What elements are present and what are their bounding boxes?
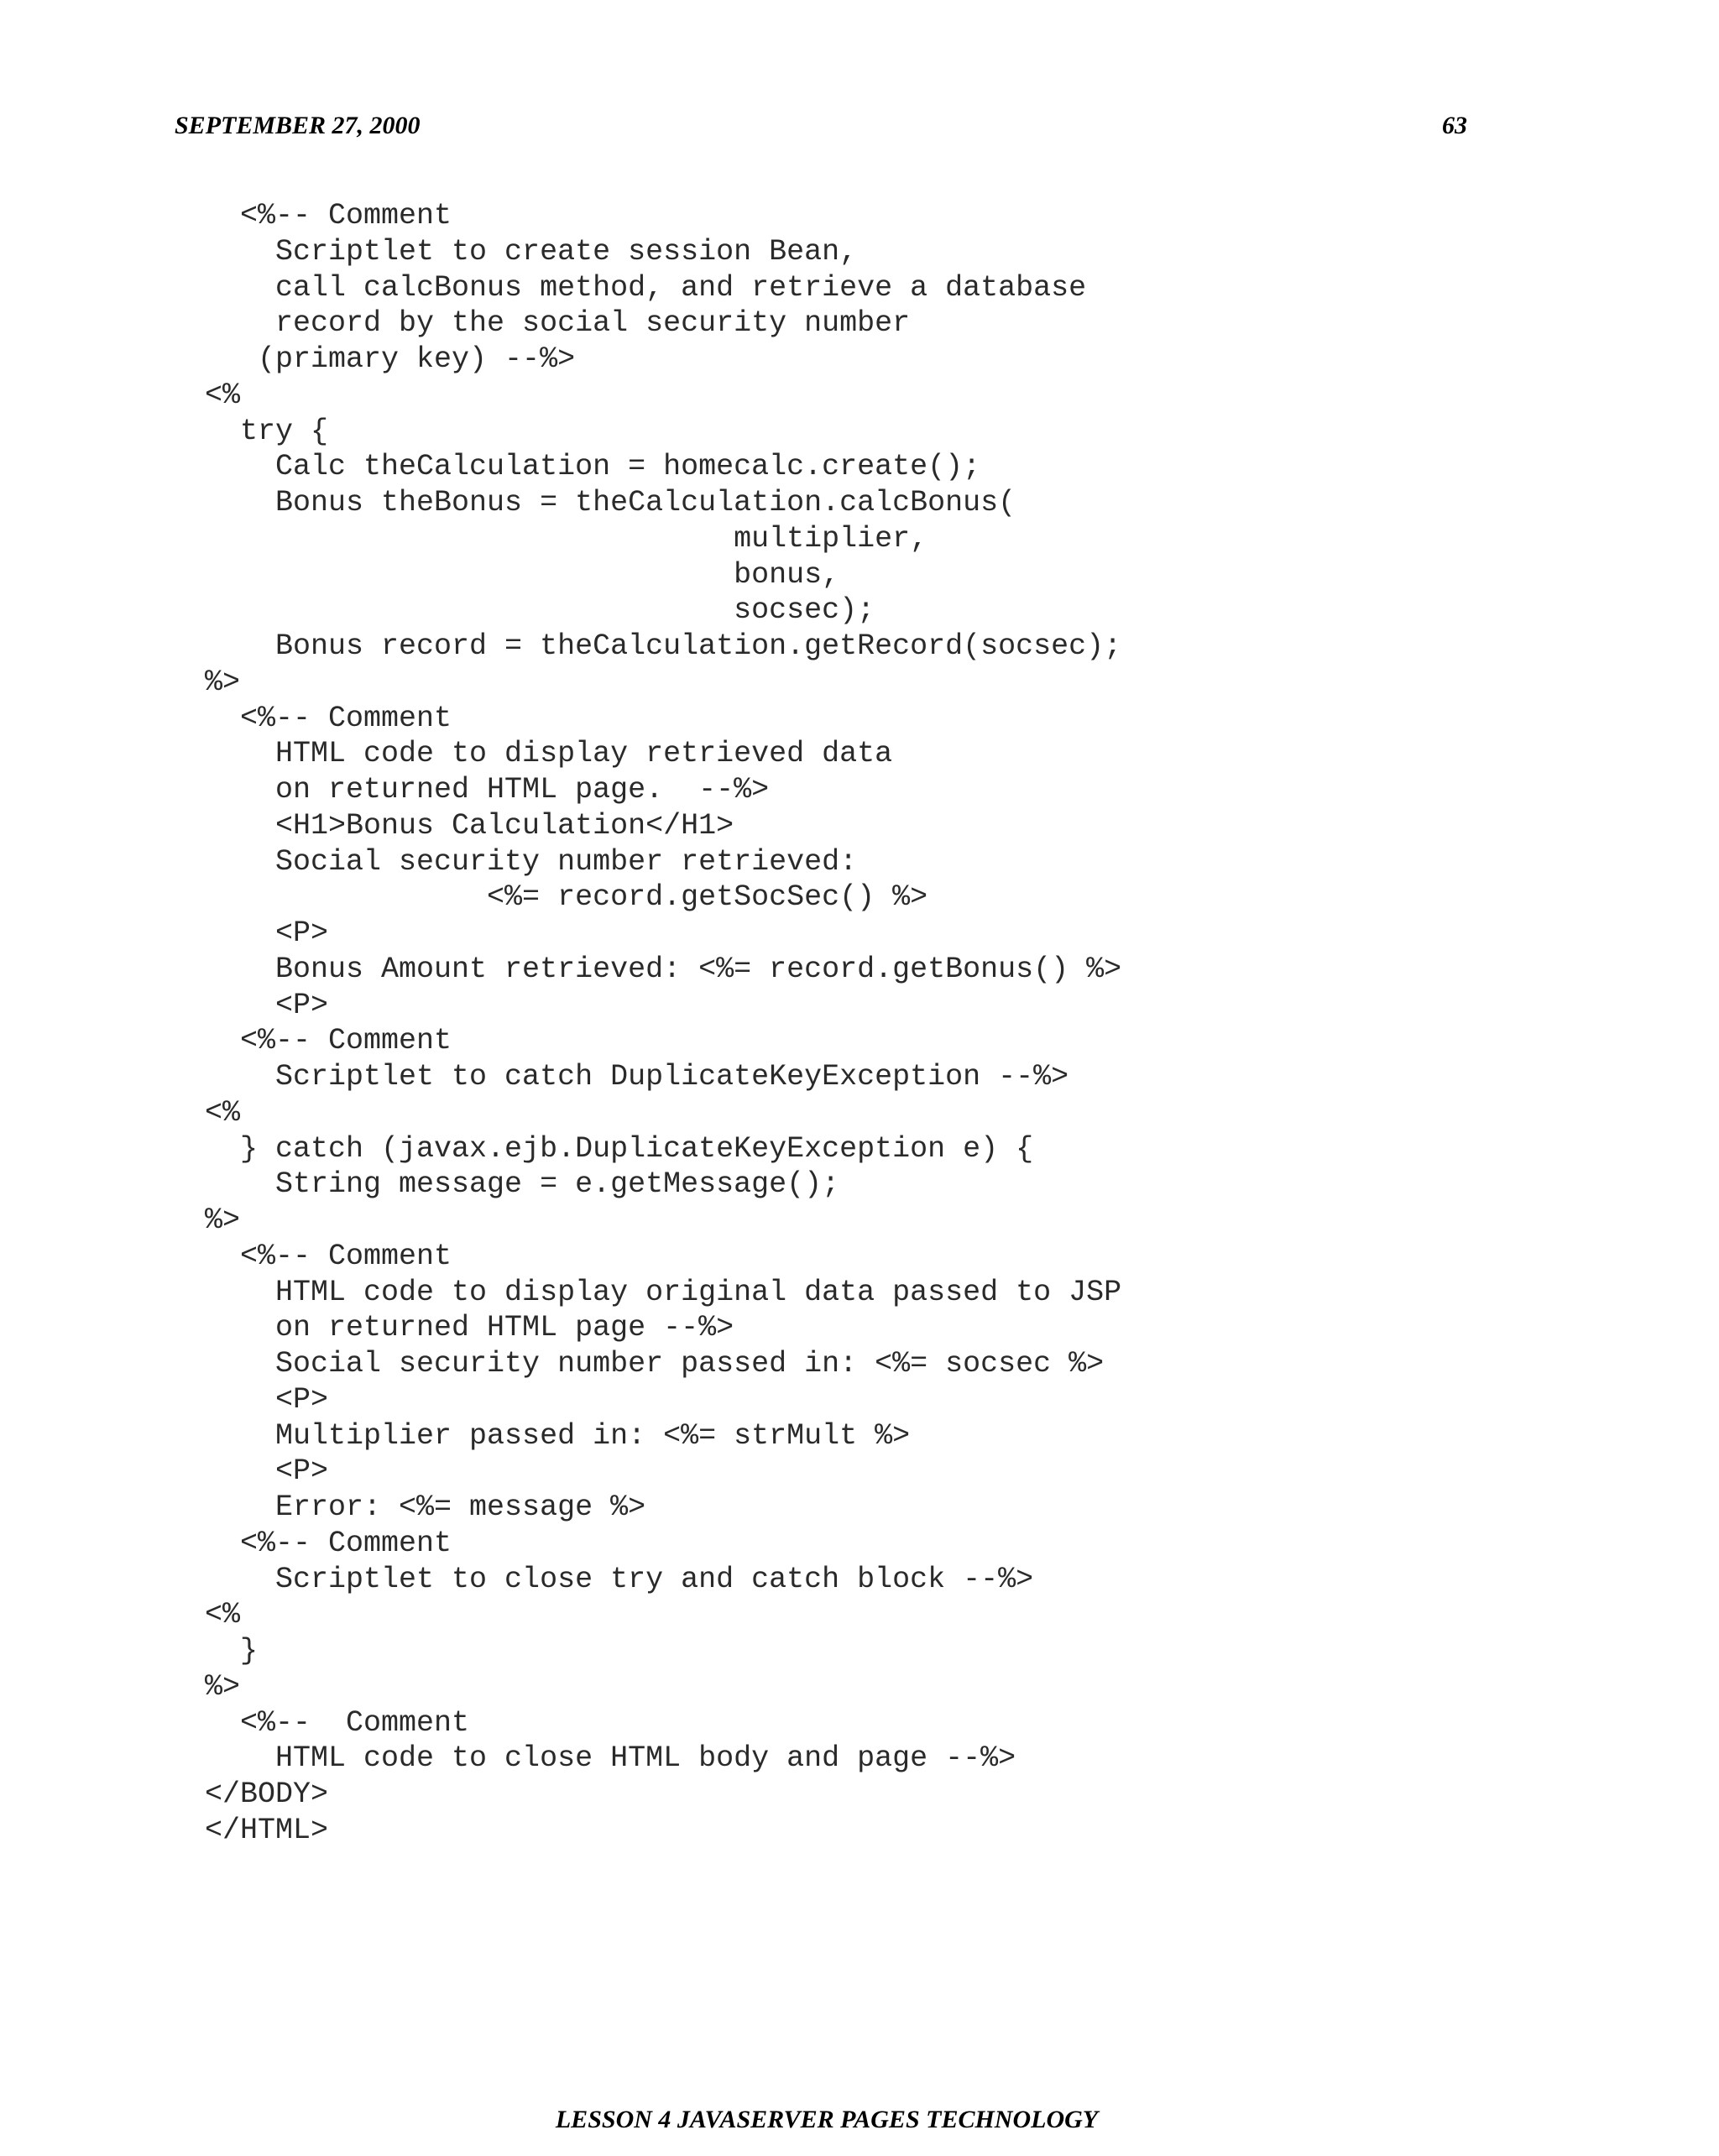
code-line: HTML code to display retrieved data (205, 737, 893, 771)
code-line: <P> (205, 1382, 329, 1417)
code-line: on returned HTML page. --%> (205, 773, 770, 807)
code-line: HTML code to display original data passed to JSP (205, 1275, 1122, 1309)
code-line: multiplier, (205, 521, 928, 556)
code-line: Social security number passed in: <%= socsec %> (205, 1347, 1105, 1381)
code-line: Calc theCalculation = homecalc.create(); (205, 450, 981, 484)
code-line: (primary key) --%> (205, 342, 576, 376)
code-line: Scriptlet to catch DuplicateKeyException --%> (205, 1060, 1069, 1094)
code-line: <% (205, 1095, 241, 1130)
code-line: <%-- Comment (205, 199, 452, 232)
code-line: } catch (javax.ejb.DuplicateKeyException e) { (205, 1131, 1034, 1166)
code-line: Bonus record = theCalculation.getRecord(socsec); (205, 629, 1122, 663)
code-line: <%-- Comment (205, 1705, 470, 1740)
code-line: Scriptlet to close try and catch block --%> (205, 1562, 1034, 1596)
running-footer (0, 2101, 1654, 2138)
lesson-title: LESSON 4 JAVASERVER PAGES TECHNOLOGY (555, 2106, 1099, 2133)
running-header (175, 107, 1467, 144)
code-line: <P> (205, 988, 329, 1022)
code-line: %> (205, 665, 241, 699)
code-line: HTML code to close HTML body and page --%> (205, 1741, 1016, 1776)
code-line: Multiplier passed in: <%= strMult %> (205, 1418, 911, 1453)
code-line: <% (205, 378, 241, 412)
code-line: socsec); (205, 593, 875, 628)
page-number: 63 (1442, 112, 1467, 139)
code-line: <%-- Comment (205, 1239, 452, 1273)
code-listing (205, 198, 1121, 1849)
code-line: try { (205, 414, 329, 448)
code-line: <%-- Comment (205, 701, 452, 735)
code-line: <P> (205, 916, 329, 950)
code-line: Scriptlet to create session Bean, (205, 234, 858, 269)
code-line: <P> (205, 1454, 329, 1489)
code-line: %> (205, 1203, 241, 1237)
code-line: Bonus Amount retrieved: <%= record.getBonus() %> (205, 952, 1122, 986)
code-line: <% (205, 1598, 241, 1632)
code-line: </HTML> (205, 1813, 329, 1847)
code-line: String message = e.getMessage(); (205, 1167, 840, 1202)
code-line: Social security number retrieved: (205, 844, 858, 879)
code-line: <%-- Comment (205, 1024, 452, 1058)
code-line: %> (205, 1669, 241, 1704)
code-line: <H1>Bonus Calculation</H1> (205, 808, 734, 843)
code-line: on returned HTML page --%> (205, 1311, 734, 1345)
code-line: record by the social security number (205, 306, 911, 341)
code-line: <%= record.getSocSec() %> (205, 880, 928, 915)
code-line: Error: <%= message %> (205, 1490, 646, 1524)
code-line: </BODY> (205, 1778, 329, 1811)
code-line: } (205, 1634, 259, 1668)
header-date: SEPTEMBER 27, 2000 (175, 112, 421, 139)
code-line: Bonus theBonus = theCalculation.calcBonus( (205, 486, 1016, 519)
code-line: <%-- Comment (205, 1526, 452, 1560)
code-line: call calcBonus method, and retrieve a database (205, 270, 1087, 305)
code-line: bonus, (205, 557, 840, 592)
